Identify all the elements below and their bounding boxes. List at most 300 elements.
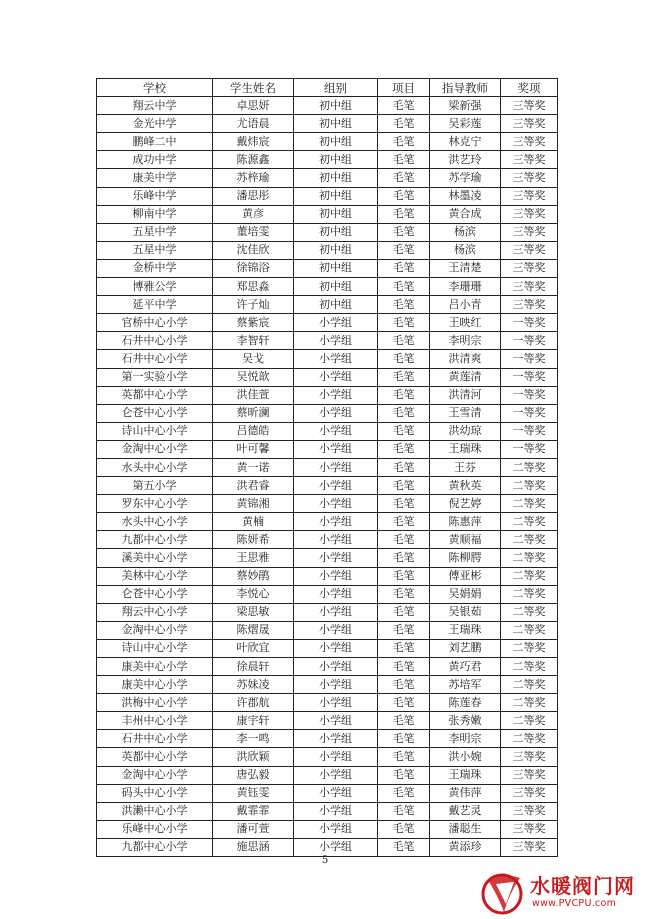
cell-school: 乐峰中心小学 bbox=[97, 820, 213, 838]
cell-group: 初中组 bbox=[294, 223, 378, 241]
cell-school: 丰州中心小学 bbox=[97, 712, 213, 730]
cell-school: 官桥中心小学 bbox=[97, 314, 213, 332]
cell-item: 毛笔 bbox=[378, 712, 430, 730]
header-award: 奖项 bbox=[501, 79, 558, 97]
cell-teacher: 王瑞珠 bbox=[430, 621, 501, 639]
cell-teacher: 黄伟萍 bbox=[430, 784, 501, 802]
cell-student-name: 潘可萱 bbox=[213, 820, 294, 838]
cell-student-name: 李智轩 bbox=[213, 332, 294, 350]
cell-student-name: 黄钰雯 bbox=[213, 784, 294, 802]
cell-award: 三等奖 bbox=[501, 278, 558, 296]
cell-item: 毛笔 bbox=[378, 151, 430, 169]
cell-award: 二等奖 bbox=[501, 531, 558, 549]
cell-item: 毛笔 bbox=[378, 296, 430, 314]
cell-teacher: 李明宗 bbox=[430, 332, 501, 350]
cell-school: 博雅公学 bbox=[97, 278, 213, 296]
cell-teacher: 吕小青 bbox=[430, 296, 501, 314]
cell-award: 二等奖 bbox=[501, 712, 558, 730]
cell-award: 三等奖 bbox=[501, 223, 558, 241]
table-row bbox=[97, 585, 558, 603]
cell-teacher: 倪艺婷 bbox=[430, 495, 501, 513]
cell-school: 延平中学 bbox=[97, 296, 213, 314]
cell-item: 毛笔 bbox=[378, 820, 430, 838]
cell-item: 毛笔 bbox=[378, 332, 430, 350]
table-row bbox=[97, 368, 558, 386]
cell-item: 毛笔 bbox=[378, 639, 430, 657]
cell-teacher: 陈惠萍 bbox=[430, 513, 501, 531]
cell-teacher: 洪清爽 bbox=[430, 350, 501, 368]
cell-group: 初中组 bbox=[294, 241, 378, 259]
cell-award: 二等奖 bbox=[501, 477, 558, 495]
cell-item: 毛笔 bbox=[378, 495, 430, 513]
cell-item: 毛笔 bbox=[378, 802, 430, 820]
cell-student-name: 沈佳欣 bbox=[213, 241, 294, 259]
cell-school: 乐峰中学 bbox=[97, 187, 213, 205]
cell-student-name: 叶可馨 bbox=[213, 440, 294, 458]
cell-student-name: 黄楠 bbox=[213, 513, 294, 531]
cell-teacher: 洪清河 bbox=[430, 386, 501, 404]
cell-teacher: 吴彩莲 bbox=[430, 115, 501, 133]
cell-item: 毛笔 bbox=[378, 730, 430, 748]
table-row bbox=[97, 820, 558, 838]
cell-item: 毛笔 bbox=[378, 187, 430, 205]
cell-award: 二等奖 bbox=[501, 585, 558, 603]
cell-school: 金淘中心小学 bbox=[97, 766, 213, 784]
cell-award: 三等奖 bbox=[501, 151, 558, 169]
cell-item: 毛笔 bbox=[378, 694, 430, 712]
cell-item: 毛笔 bbox=[378, 549, 430, 567]
cell-item: 毛笔 bbox=[378, 440, 430, 458]
cell-teacher: 洪幼琼 bbox=[430, 422, 501, 440]
cell-item: 毛笔 bbox=[378, 314, 430, 332]
cell-group: 小学组 bbox=[294, 585, 378, 603]
cell-school: 英都中心小学 bbox=[97, 748, 213, 766]
cell-award: 三等奖 bbox=[501, 115, 558, 133]
table-row bbox=[97, 241, 558, 259]
cell-student-name: 许郡航 bbox=[213, 694, 294, 712]
cell-item: 毛笔 bbox=[378, 748, 430, 766]
table-row bbox=[97, 639, 558, 657]
cell-school: 诗山中心小学 bbox=[97, 422, 213, 440]
cell-student-name: 苏妹凌 bbox=[213, 676, 294, 694]
cell-group: 初中组 bbox=[294, 151, 378, 169]
cell-school: 翔云中学 bbox=[97, 97, 213, 115]
cell-teacher: 杨滨 bbox=[430, 241, 501, 259]
cell-teacher: 黄顺福 bbox=[430, 531, 501, 549]
cell-school: 翔云中心小学 bbox=[97, 603, 213, 621]
cell-item: 毛笔 bbox=[378, 766, 430, 784]
table-row bbox=[97, 223, 558, 241]
cell-student-name: 梁思敏 bbox=[213, 603, 294, 621]
cell-teacher: 林墨凌 bbox=[430, 187, 501, 205]
cell-group: 小学组 bbox=[294, 603, 378, 621]
cell-school: 仑苍中心小学 bbox=[97, 404, 213, 422]
table-row bbox=[97, 567, 558, 585]
cell-group: 小学组 bbox=[294, 495, 378, 513]
cell-school: 石井中心小学 bbox=[97, 350, 213, 368]
table-row bbox=[97, 422, 558, 440]
cell-school: 水头中心小学 bbox=[97, 458, 213, 476]
cell-school: 柳南中学 bbox=[97, 205, 213, 223]
cell-student-name: 陈妍希 bbox=[213, 531, 294, 549]
cell-teacher: 杨滨 bbox=[430, 223, 501, 241]
table-row bbox=[97, 151, 558, 169]
cell-student-name: 尤语晨 bbox=[213, 115, 294, 133]
cell-item: 毛笔 bbox=[378, 477, 430, 495]
table-body bbox=[97, 97, 558, 857]
cell-award: 三等奖 bbox=[501, 802, 558, 820]
cell-student-name: 许子灿 bbox=[213, 296, 294, 314]
cell-award: 二等奖 bbox=[501, 730, 558, 748]
cell-group: 小学组 bbox=[294, 386, 378, 404]
cell-group: 小学组 bbox=[294, 838, 378, 856]
cell-student-name: 徐锦浴 bbox=[213, 259, 294, 277]
cell-award: 一等奖 bbox=[501, 422, 558, 440]
cell-item: 毛笔 bbox=[378, 531, 430, 549]
cell-award: 二等奖 bbox=[501, 513, 558, 531]
table-row bbox=[97, 838, 558, 856]
cell-teacher: 王映红 bbox=[430, 314, 501, 332]
table-row bbox=[97, 477, 558, 495]
cell-student-name: 陈源鑫 bbox=[213, 151, 294, 169]
cell-group: 小学组 bbox=[294, 332, 378, 350]
table-row bbox=[97, 712, 558, 730]
header-group: 组别 bbox=[294, 79, 378, 97]
cell-item: 毛笔 bbox=[378, 422, 430, 440]
cell-award: 一等奖 bbox=[501, 404, 558, 422]
cell-item: 毛笔 bbox=[378, 567, 430, 585]
cell-teacher: 黄合成 bbox=[430, 205, 501, 223]
cell-item: 毛笔 bbox=[378, 603, 430, 621]
cell-teacher: 王瑞珠 bbox=[430, 766, 501, 784]
header-teacher: 指导教师 bbox=[430, 79, 501, 97]
cell-student-name: 戴霏霏 bbox=[213, 802, 294, 820]
cell-group: 初中组 bbox=[294, 133, 378, 151]
cell-item: 毛笔 bbox=[378, 350, 430, 368]
cell-award: 三等奖 bbox=[501, 838, 558, 856]
table-row bbox=[97, 730, 558, 748]
cell-school: 金淘中心小学 bbox=[97, 621, 213, 639]
cell-item: 毛笔 bbox=[378, 278, 430, 296]
cell-award: 一等奖 bbox=[501, 350, 558, 368]
award-table bbox=[96, 78, 558, 857]
cell-group: 小学组 bbox=[294, 422, 378, 440]
cell-award: 三等奖 bbox=[501, 187, 558, 205]
cell-teacher: 李明宗 bbox=[430, 730, 501, 748]
cell-award: 三等奖 bbox=[501, 169, 558, 187]
cell-award: 二等奖 bbox=[501, 549, 558, 567]
cell-school: 第五小学 bbox=[97, 477, 213, 495]
cell-teacher: 张秀嫩 bbox=[430, 712, 501, 730]
cell-group: 小学组 bbox=[294, 458, 378, 476]
cell-award: 三等奖 bbox=[501, 766, 558, 784]
cell-item: 毛笔 bbox=[378, 133, 430, 151]
table-row bbox=[97, 350, 558, 368]
cell-group: 小学组 bbox=[294, 639, 378, 657]
cell-award: 二等奖 bbox=[501, 676, 558, 694]
cell-item: 毛笔 bbox=[378, 621, 430, 639]
header-item: 项目 bbox=[378, 79, 430, 97]
cell-group: 初中组 bbox=[294, 169, 378, 187]
cell-student-name: 洪佳萱 bbox=[213, 386, 294, 404]
cell-school: 诗山中心小学 bbox=[97, 639, 213, 657]
cell-group: 小学组 bbox=[294, 531, 378, 549]
cell-award: 三等奖 bbox=[501, 205, 558, 223]
page-number: 5 bbox=[321, 855, 329, 866]
cell-student-name: 苏梓瑜 bbox=[213, 169, 294, 187]
table-row bbox=[97, 802, 558, 820]
cell-teacher: 王瑞珠 bbox=[430, 440, 501, 458]
cell-award: 二等奖 bbox=[501, 495, 558, 513]
cell-teacher: 黄巧君 bbox=[430, 658, 501, 676]
cell-group: 小学组 bbox=[294, 694, 378, 712]
table-row bbox=[97, 621, 558, 639]
table-row bbox=[97, 513, 558, 531]
cell-teacher: 洪小婉 bbox=[430, 748, 501, 766]
cell-teacher: 林克宁 bbox=[430, 133, 501, 151]
cell-group: 小学组 bbox=[294, 730, 378, 748]
cell-student-name: 蔡紫宸 bbox=[213, 314, 294, 332]
cell-group: 初中组 bbox=[294, 97, 378, 115]
cell-award: 二等奖 bbox=[501, 567, 558, 585]
cell-award: 三等奖 bbox=[501, 259, 558, 277]
cell-teacher: 吴银茹 bbox=[430, 603, 501, 621]
cell-group: 小学组 bbox=[294, 820, 378, 838]
cell-award: 一等奖 bbox=[501, 314, 558, 332]
cell-teacher: 王雪清 bbox=[430, 404, 501, 422]
cell-item: 毛笔 bbox=[378, 585, 430, 603]
cell-group: 初中组 bbox=[294, 278, 378, 296]
table-row bbox=[97, 133, 558, 151]
cell-item: 毛笔 bbox=[378, 458, 430, 476]
table-header-row bbox=[97, 79, 558, 97]
cell-student-name: 唐弘毅 bbox=[213, 766, 294, 784]
cell-award: 三等奖 bbox=[501, 97, 558, 115]
cell-school: 洪梅中心小学 bbox=[97, 694, 213, 712]
cell-group: 小学组 bbox=[294, 404, 378, 422]
cell-item: 毛笔 bbox=[378, 223, 430, 241]
cell-school: 九都中心小学 bbox=[97, 838, 213, 856]
cell-award: 一等奖 bbox=[501, 440, 558, 458]
cell-group: 初中组 bbox=[294, 296, 378, 314]
cell-item: 毛笔 bbox=[378, 115, 430, 133]
cell-student-name: 康宇轩 bbox=[213, 712, 294, 730]
cell-award: 二等奖 bbox=[501, 658, 558, 676]
cell-student-name: 洪欣颖 bbox=[213, 748, 294, 766]
watermark-url: www.PVCPU.com bbox=[532, 898, 617, 909]
cell-item: 毛笔 bbox=[378, 205, 430, 223]
table-row bbox=[97, 748, 558, 766]
cell-group: 小学组 bbox=[294, 350, 378, 368]
table-row bbox=[97, 296, 558, 314]
cell-award: 一等奖 bbox=[501, 368, 558, 386]
cell-school: 成功中学 bbox=[97, 151, 213, 169]
table-row bbox=[97, 676, 558, 694]
watermark-logo bbox=[478, 868, 650, 919]
table-row bbox=[97, 187, 558, 205]
cell-school: 金淘中心小学 bbox=[97, 440, 213, 458]
cell-award: 三等奖 bbox=[501, 820, 558, 838]
cell-student-name: 王思雅 bbox=[213, 549, 294, 567]
cell-school: 水头中心小学 bbox=[97, 513, 213, 531]
cell-teacher: 王芬 bbox=[430, 458, 501, 476]
cell-award: 二等奖 bbox=[501, 621, 558, 639]
cell-teacher: 黄莲清 bbox=[430, 368, 501, 386]
cell-school: 洪濑中心小学 bbox=[97, 802, 213, 820]
cell-group: 小学组 bbox=[294, 368, 378, 386]
cell-school: 金桥中学 bbox=[97, 259, 213, 277]
cell-item: 毛笔 bbox=[378, 784, 430, 802]
cell-student-name: 黄彦 bbox=[213, 205, 294, 223]
cell-school: 第一实验小学 bbox=[97, 368, 213, 386]
cell-award: 三等奖 bbox=[501, 296, 558, 314]
cell-group: 小学组 bbox=[294, 477, 378, 495]
cell-item: 毛笔 bbox=[378, 513, 430, 531]
pipe-logo-icon bbox=[480, 870, 528, 916]
cell-teacher: 黄添珍 bbox=[430, 838, 501, 856]
cell-group: 小学组 bbox=[294, 314, 378, 332]
table-row bbox=[97, 458, 558, 476]
table-row bbox=[97, 531, 558, 549]
cell-school: 码头中心小学 bbox=[97, 784, 213, 802]
cell-teacher: 黄秋英 bbox=[430, 477, 501, 495]
cell-student-name: 吕德皓 bbox=[213, 422, 294, 440]
cell-student-name: 李悦心 bbox=[213, 585, 294, 603]
cell-award: 三等奖 bbox=[501, 241, 558, 259]
cell-teacher: 傅亚彬 bbox=[430, 567, 501, 585]
cell-teacher: 李珊珊 bbox=[430, 278, 501, 296]
table-row bbox=[97, 766, 558, 784]
table-row bbox=[97, 314, 558, 332]
cell-group: 小学组 bbox=[294, 748, 378, 766]
cell-student-name: 蔡昕澜 bbox=[213, 404, 294, 422]
cell-school: 美林中心小学 bbox=[97, 567, 213, 585]
cell-student-name: 叶欣宜 bbox=[213, 639, 294, 657]
cell-group: 初中组 bbox=[294, 205, 378, 223]
cell-group: 小学组 bbox=[294, 658, 378, 676]
cell-group: 小学组 bbox=[294, 802, 378, 820]
cell-item: 毛笔 bbox=[378, 676, 430, 694]
table-row bbox=[97, 205, 558, 223]
cell-item: 毛笔 bbox=[378, 241, 430, 259]
cell-teacher: 陈柳腭 bbox=[430, 549, 501, 567]
table-row bbox=[97, 386, 558, 404]
table-row bbox=[97, 603, 558, 621]
table-row bbox=[97, 97, 558, 115]
cell-school: 金光中学 bbox=[97, 115, 213, 133]
cell-school: 五星中学 bbox=[97, 241, 213, 259]
cell-student-name: 黄一诺 bbox=[213, 458, 294, 476]
cell-award: 二等奖 bbox=[501, 603, 558, 621]
cell-student-name: 潘思彤 bbox=[213, 187, 294, 205]
cell-student-name: 吴悦歆 bbox=[213, 368, 294, 386]
cell-group: 初中组 bbox=[294, 115, 378, 133]
cell-item: 毛笔 bbox=[378, 386, 430, 404]
cell-teacher: 吴娟娟 bbox=[430, 585, 501, 603]
cell-group: 小学组 bbox=[294, 712, 378, 730]
cell-item: 毛笔 bbox=[378, 404, 430, 422]
cell-item: 毛笔 bbox=[378, 658, 430, 676]
cell-group: 小学组 bbox=[294, 766, 378, 784]
cell-student-name: 李一鸣 bbox=[213, 730, 294, 748]
cell-award: 三等奖 bbox=[501, 748, 558, 766]
cell-group: 小学组 bbox=[294, 513, 378, 531]
cell-teacher: 戴艺灵 bbox=[430, 802, 501, 820]
cell-group: 初中组 bbox=[294, 187, 378, 205]
cell-student-name: 洪君睿 bbox=[213, 477, 294, 495]
cell-school: 石井中心小学 bbox=[97, 332, 213, 350]
cell-student-name: 吴戈 bbox=[213, 350, 294, 368]
table-row bbox=[97, 404, 558, 422]
cell-group: 小学组 bbox=[294, 440, 378, 458]
cell-award: 一等奖 bbox=[501, 386, 558, 404]
cell-item: 毛笔 bbox=[378, 169, 430, 187]
header-student-name: 学生姓名 bbox=[213, 79, 294, 97]
cell-item: 毛笔 bbox=[378, 838, 430, 856]
cell-student-name: 黄锦湘 bbox=[213, 495, 294, 513]
cell-group: 小学组 bbox=[294, 676, 378, 694]
cell-item: 毛笔 bbox=[378, 259, 430, 277]
cell-student-name: 卓思妍 bbox=[213, 97, 294, 115]
cell-item: 毛笔 bbox=[378, 97, 430, 115]
cell-group: 小学组 bbox=[294, 549, 378, 567]
table-row bbox=[97, 549, 558, 567]
cell-teacher: 刘艺鹏 bbox=[430, 639, 501, 657]
cell-group: 小学组 bbox=[294, 784, 378, 802]
cell-school: 罗东中心小学 bbox=[97, 495, 213, 513]
cell-school: 九都中心小学 bbox=[97, 531, 213, 549]
table-row bbox=[97, 495, 558, 513]
cell-school: 五星中学 bbox=[97, 223, 213, 241]
table-row bbox=[97, 658, 558, 676]
cell-teacher: 洪艺玲 bbox=[430, 151, 501, 169]
watermark-text: 水暖阀门网 bbox=[530, 874, 635, 898]
cell-student-name: 施思涵 bbox=[213, 838, 294, 856]
table-row bbox=[97, 440, 558, 458]
cell-school: 石井中心小学 bbox=[97, 730, 213, 748]
cell-teacher: 梁新强 bbox=[430, 97, 501, 115]
cell-school: 溪美中心小学 bbox=[97, 549, 213, 567]
cell-student-name: 郑思淼 bbox=[213, 278, 294, 296]
table-row bbox=[97, 259, 558, 277]
table-row bbox=[97, 278, 558, 296]
cell-school: 康美中心小学 bbox=[97, 658, 213, 676]
cell-award: 一等奖 bbox=[501, 332, 558, 350]
cell-student-name: 徐晨轩 bbox=[213, 658, 294, 676]
cell-teacher: 潘聪生 bbox=[430, 820, 501, 838]
cell-teacher: 苏培军 bbox=[430, 676, 501, 694]
table-row bbox=[97, 169, 558, 187]
cell-group: 小学组 bbox=[294, 567, 378, 585]
cell-award: 二等奖 bbox=[501, 458, 558, 476]
table-row bbox=[97, 694, 558, 712]
header-school: 学校 bbox=[97, 79, 213, 97]
table-row bbox=[97, 332, 558, 350]
cell-award: 二等奖 bbox=[501, 694, 558, 712]
cell-group: 初中组 bbox=[294, 259, 378, 277]
table-row bbox=[97, 784, 558, 802]
cell-school: 仑苍中心小学 bbox=[97, 585, 213, 603]
cell-student-name: 戴炜宸 bbox=[213, 133, 294, 151]
cell-student-name: 陈熠晟 bbox=[213, 621, 294, 639]
cell-teacher: 陈莲春 bbox=[430, 694, 501, 712]
cell-teacher: 王清楚 bbox=[430, 259, 501, 277]
cell-award: 二等奖 bbox=[501, 639, 558, 657]
cell-teacher: 苏学瑜 bbox=[430, 169, 501, 187]
cell-school: 康美中学 bbox=[97, 169, 213, 187]
cell-school: 康美中心小学 bbox=[97, 676, 213, 694]
cell-school: 鹏峰二中 bbox=[97, 133, 213, 151]
